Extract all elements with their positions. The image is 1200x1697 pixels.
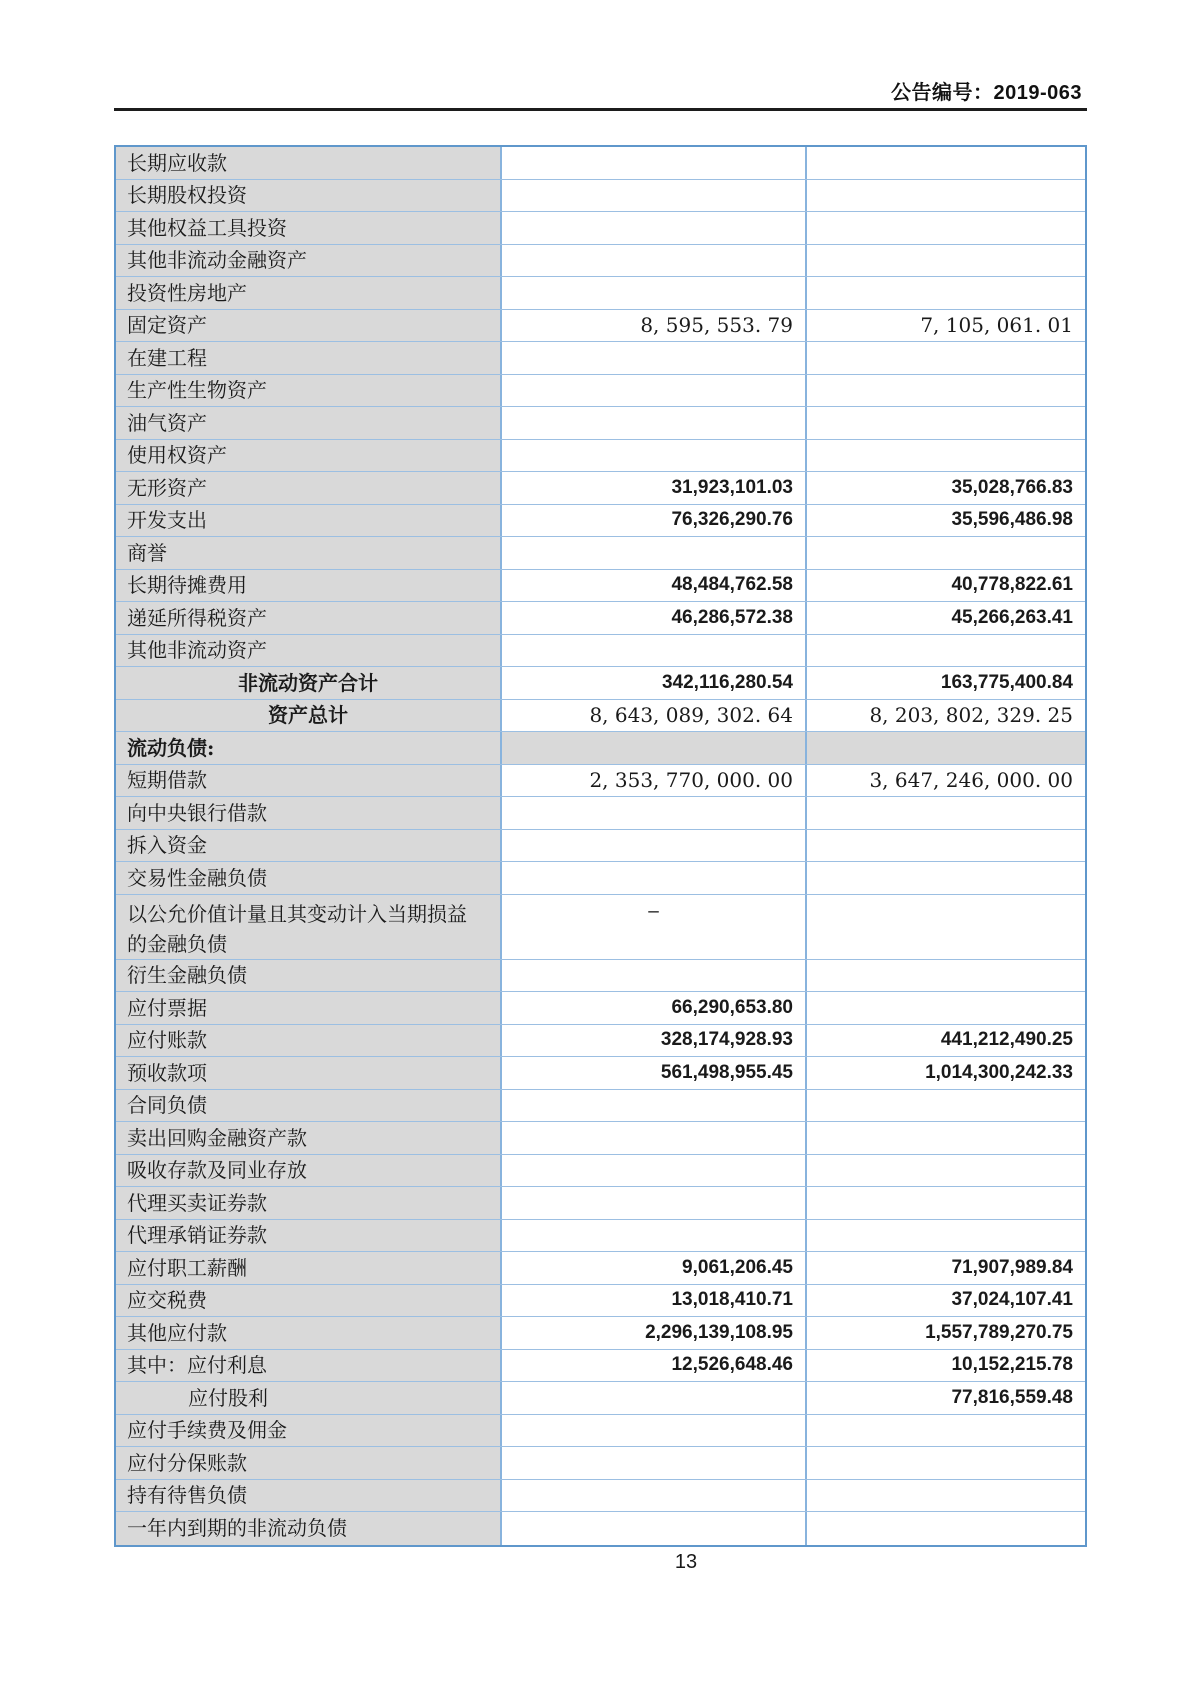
value-prior [807,830,1085,862]
value-current [502,862,807,894]
row-label: 在建工程 [116,342,502,374]
row-label: 生产性生物资产 [116,375,502,407]
table-row [116,342,1085,375]
table-row [116,862,1085,895]
value-prior: 45,266,263.41 [951,606,1073,628]
row-label: 卖出回购金融资产款 [116,1122,502,1154]
value-prior: 37,024,107.41 [951,1289,1073,1311]
value-prior: 163,775,400.84 [940,671,1073,693]
value-prior [807,862,1085,894]
value-current: 9,061,206.45 [502,1252,807,1284]
row-label: 交易性金融负债 [116,862,502,894]
row-label: 油气资产 [116,407,502,439]
table-row [116,635,1085,668]
table-row [116,1350,1085,1383]
value-prior [807,375,1085,407]
value-prior [807,277,1085,309]
value-current [502,180,807,212]
table-row [116,245,1085,278]
table-row [116,147,1085,180]
table-row [116,602,1085,635]
table-row [116,1317,1085,1350]
table-row [116,1447,1085,1480]
value-prior [807,147,1085,179]
value-current: 2,296,139,108.95 [502,1317,807,1349]
row-label: 其中：应付利息 [116,1350,502,1382]
value-current [502,1480,807,1512]
table-row [116,830,1085,863]
table-row [116,1187,1085,1220]
row-label: 其他应付款 [116,1317,502,1349]
table-row [116,960,1085,993]
table-row [116,375,1085,408]
table-row [116,1512,1085,1545]
value-current [502,407,807,439]
row-label: 代理承销证券款 [116,1220,502,1252]
value-prior: 1,557,789,270.75 [925,1321,1073,1343]
value-current [502,277,807,309]
value-prior [807,635,1085,667]
value-prior [807,180,1085,212]
value-prior: 441,212,490.25 [940,1029,1073,1051]
row-label: 其他非流动资产 [116,635,502,667]
value-current [502,1447,807,1479]
row-label: 向中央银行借款 [116,797,502,829]
table-row [116,277,1085,310]
row-label: 递延所得税资产 [116,602,502,634]
row-label: 固定资产 [116,310,502,342]
value-current: 66,290,653.80 [502,992,807,1024]
value-prior [807,1122,1085,1154]
value-current [502,1382,807,1414]
table-row [116,407,1085,440]
value-current: 31,923,101.03 [502,472,807,504]
value-prior [807,1187,1085,1219]
value-current: 12,526,648.46 [502,1350,807,1382]
row-label: 拆入资金 [116,830,502,862]
row-label: 长期股权投资 [116,180,502,212]
row-label: 资产总计 [116,700,502,732]
table-row [116,1382,1085,1415]
table-row [116,1090,1085,1123]
value-current [502,1122,807,1154]
table-row [116,1220,1085,1253]
table-row [116,895,1085,960]
table-row [116,732,1085,765]
row-label: 使用权资产 [116,440,502,472]
table-row [116,212,1085,245]
value-current [502,635,807,667]
balance-table [114,145,1087,1547]
value-prior [807,1155,1085,1187]
value-current [502,1512,807,1545]
value-current: 8, 595, 553. 79 [502,310,807,342]
announcement-number: 公告编号：2019-063 [890,82,1082,104]
value-prior [807,1512,1085,1545]
value-current [502,147,807,179]
value-current [502,830,807,862]
row-label: 短期借款 [116,765,502,797]
row-label: 应付分保账款 [116,1447,502,1479]
value-prior [807,245,1085,277]
row-label: 应交税费 [116,1285,502,1317]
value-current [502,1187,807,1219]
value-prior [807,1480,1085,1512]
value-current [502,732,807,764]
value-prior: 35,028,766.83 [951,476,1073,498]
value-current: 2, 353, 770, 000. 00 [502,765,807,797]
row-label: 流动负债: [116,732,502,764]
value-prior [807,407,1085,439]
row-label: 预收款项 [116,1057,502,1089]
row-label: 长期待摊费用 [116,570,502,602]
table-row [116,472,1085,505]
value-current [502,1155,807,1187]
value-current: 76,326,290.76 [502,505,807,537]
header-rule [114,108,1087,111]
row-label: 以公允价值计量且其变动计入当期损益的金融负债 [116,895,502,959]
table-row [116,700,1085,733]
value-current [502,537,807,569]
value-current: 561,498,955.45 [502,1057,807,1089]
row-label: 其他非流动金融资产 [116,245,502,277]
row-label: 衍生金融负债 [116,960,502,992]
value-prior [807,960,1085,992]
value-prior [807,1447,1085,1479]
table-row [116,180,1085,213]
value-prior: 71,907,989.84 [951,1256,1073,1278]
value-prior: 10,152,215.78 [951,1354,1073,1376]
value-prior: 7, 105, 061. 01 [920,313,1073,338]
value-current [502,797,807,829]
value-current [502,245,807,277]
value-current [502,375,807,407]
value-prior [807,1415,1085,1447]
value-prior [807,895,1085,959]
table-row [116,797,1085,830]
row-label: 其他权益工具投资 [116,212,502,244]
value-current [502,342,807,374]
value-current [502,1220,807,1252]
value-prior [807,212,1085,244]
table-row [116,1415,1085,1448]
page-number: 13 [674,1551,698,1573]
value-prior [807,1090,1085,1122]
row-label: 吸收存款及同业存放 [116,1155,502,1187]
row-label: 应付手续费及佣金 [116,1415,502,1447]
value-current [502,1415,807,1447]
row-label: 合同负债 [116,1090,502,1122]
table-row [116,1285,1085,1318]
value-prior: 3, 647, 246, 000. 00 [869,768,1073,793]
value-current: – [502,895,807,959]
value-current [502,960,807,992]
value-prior: 77,816,559.48 [951,1386,1073,1408]
table-row [116,1155,1085,1188]
value-prior [807,537,1085,569]
row-label: 代理买卖证券款 [116,1187,502,1219]
value-current: 48,484,762.58 [502,570,807,602]
row-label: 投资性房地产 [116,277,502,309]
value-prior [807,797,1085,829]
row-label: 应付票据 [116,992,502,1024]
row-label: 非流动资产合计 [116,667,502,699]
table-row [116,570,1085,603]
value-prior: 8, 203, 802, 329. 25 [869,703,1073,728]
table-row [116,992,1085,1025]
value-current [502,440,807,472]
value-prior [807,342,1085,374]
table-row [116,1057,1085,1090]
table-row [116,1025,1085,1058]
value-current: 46,286,572.38 [502,602,807,634]
value-prior: 35,596,486.98 [951,509,1073,531]
row-label: 应付股利 [116,1382,502,1414]
value-current [502,212,807,244]
row-label: 应付职工薪酬 [116,1252,502,1284]
value-current [502,1090,807,1122]
value-prior [807,440,1085,472]
value-current: 328,174,928.93 [502,1025,807,1057]
value-current: 342,116,280.54 [502,667,807,699]
row-label: 应付账款 [116,1025,502,1057]
row-label: 持有待售负债 [116,1480,502,1512]
table-row [116,1252,1085,1285]
value-prior [807,732,1085,764]
value-prior [807,992,1085,1024]
table-row [116,440,1085,473]
table-row [116,1480,1085,1513]
value-current: 8, 643, 089, 302. 64 [502,700,807,732]
table-row [116,505,1085,538]
row-label: 开发支出 [116,505,502,537]
value-prior [807,1220,1085,1252]
value-current: 13,018,410.71 [502,1285,807,1317]
table-row [116,310,1085,343]
table-row [116,667,1085,700]
value-prior: 1,014,300,242.33 [925,1061,1073,1083]
table-row [116,765,1085,798]
table-row [116,537,1085,570]
row-label: 一年内到期的非流动负债 [116,1512,502,1545]
row-label: 无形资产 [116,472,502,504]
row-label: 商誉 [116,537,502,569]
row-label: 长期应收款 [116,147,502,179]
table-row [116,1122,1085,1155]
value-prior: 40,778,822.61 [951,574,1073,596]
